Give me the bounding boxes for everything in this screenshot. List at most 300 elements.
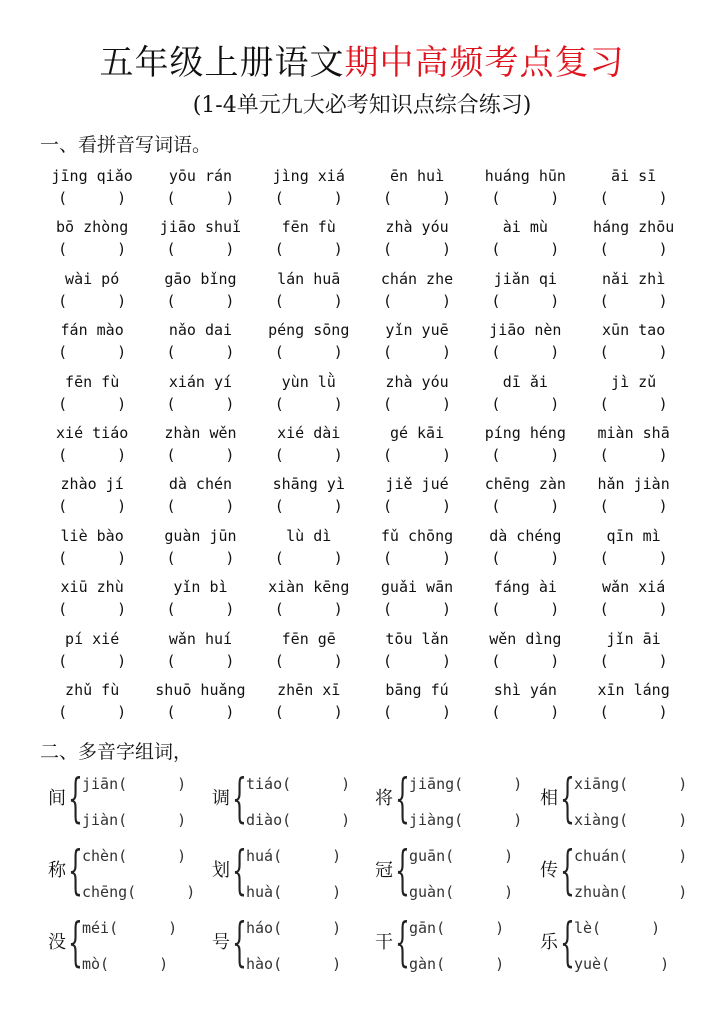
answer-blank[interactable] <box>166 701 234 723</box>
answer-blank[interactable] <box>491 238 559 260</box>
answer-blank[interactable] <box>58 341 126 363</box>
reading-pinyin: mò( <box>82 955 110 973</box>
answer-blank[interactable] <box>491 393 559 415</box>
polyphonic-group <box>212 842 372 904</box>
pinyin-text: bō zhòng <box>56 218 129 237</box>
pinyin-item <box>471 165 579 216</box>
answer-blank[interactable] <box>383 393 451 415</box>
close-paren: ) <box>333 343 343 362</box>
pinyin-item <box>579 216 687 267</box>
pinyin-text: shuō huǎng <box>155 680 246 699</box>
answer-blank[interactable] <box>600 238 668 260</box>
answer-blank[interactable] <box>58 495 126 517</box>
pinyin-row <box>38 165 688 216</box>
close-paren: ) <box>333 600 343 619</box>
close-paren: ) <box>117 343 127 362</box>
open-paren: ( <box>274 394 284 413</box>
reading-blank[interactable] <box>409 882 513 902</box>
close-paren: ) <box>225 600 235 619</box>
close-paren: ) <box>442 240 452 259</box>
close-paren: ) <box>678 883 688 901</box>
close-paren: ) <box>333 548 343 567</box>
answer-blank[interactable] <box>383 650 451 672</box>
answer-blank[interactable] <box>275 341 343 363</box>
close-paren: ) <box>550 394 560 413</box>
close-paren: ) <box>658 651 668 670</box>
open-paren: ( <box>383 291 393 310</box>
pinyin-item <box>471 422 579 473</box>
answer-blank[interactable] <box>58 650 126 672</box>
pinyin-item <box>363 165 471 216</box>
answer-blank[interactable] <box>58 444 126 466</box>
pinyin-item <box>38 371 146 422</box>
open-paren: ( <box>166 394 176 413</box>
pinyin-text: zhēn xī <box>277 680 341 699</box>
pinyin-row <box>38 525 688 576</box>
pinyin-item <box>579 576 687 627</box>
curly-brace-icon: { <box>68 769 83 829</box>
close-paren: ) <box>651 919 661 937</box>
reading-pinyin: xiāng( <box>574 775 629 793</box>
answer-blank[interactable] <box>383 290 451 312</box>
close-paren: ) <box>117 651 127 670</box>
reading-blank[interactable] <box>409 918 504 938</box>
pinyin-item <box>146 576 254 627</box>
answer-blank[interactable] <box>58 393 126 415</box>
answer-blank[interactable] <box>166 598 234 620</box>
pinyin-item <box>363 422 471 473</box>
pinyin-row <box>38 576 688 627</box>
polyphonic-group <box>540 842 700 904</box>
polyphonic-char: 将 <box>375 788 393 809</box>
answer-blank[interactable] <box>166 495 234 517</box>
pinyin-item <box>579 679 687 730</box>
reading-blank[interactable] <box>82 774 186 794</box>
close-paren: ) <box>117 445 127 464</box>
close-paren: ) <box>117 240 127 259</box>
polyphonic-char: 乐 <box>540 932 558 953</box>
reading-pinyin: huá( <box>246 847 283 865</box>
close-paren: ) <box>678 775 688 793</box>
answer-blank[interactable] <box>58 598 126 620</box>
pinyin-item <box>471 473 579 524</box>
open-paren: ( <box>383 189 393 207</box>
close-paren: ) <box>225 291 235 310</box>
answer-blank[interactable] <box>58 187 126 209</box>
open-paren: ( <box>383 651 393 670</box>
open-paren: ( <box>274 291 284 310</box>
answer-blank[interactable] <box>275 598 343 620</box>
pinyin-item <box>146 422 254 473</box>
pinyin-text: xūn tao <box>602 321 666 340</box>
pinyin-text: jiāo shuǐ <box>159 218 242 237</box>
answer-blank[interactable] <box>491 547 559 569</box>
pinyin-item <box>579 319 687 370</box>
close-paren: ) <box>513 775 523 793</box>
reading-pinyin: diào( <box>246 811 292 829</box>
answer-blank[interactable] <box>275 650 343 672</box>
pinyin-text: péng sōng <box>268 321 350 340</box>
reading-pinyin: gān( <box>409 919 446 937</box>
reading-blank[interactable] <box>574 774 687 794</box>
pinyin-item <box>255 422 363 473</box>
pinyin-item <box>38 576 146 627</box>
answer-blank[interactable] <box>600 701 668 723</box>
reading-pinyin: jiāng( <box>409 775 464 793</box>
answer-blank[interactable] <box>166 341 234 363</box>
close-paren: ) <box>442 600 452 619</box>
page-subtitle: (1-4单元九大必考知识点综合练习) <box>192 93 532 118</box>
answer-blank[interactable] <box>383 444 451 466</box>
answer-blank[interactable] <box>166 650 234 672</box>
open-paren: ( <box>58 600 68 619</box>
close-paren: ) <box>225 445 235 464</box>
pinyin-text: jiǎn qi <box>493 269 557 288</box>
pinyin-item <box>363 473 471 524</box>
reading-blank[interactable] <box>82 954 168 974</box>
pinyin-text: zhà yóu <box>385 218 449 237</box>
pinyin-row <box>38 319 688 370</box>
pinyin-text: wǎn huí <box>168 629 233 648</box>
pinyin-item <box>579 628 687 679</box>
close-paren: ) <box>332 955 342 973</box>
pinyin-item <box>363 525 471 576</box>
open-paren: ( <box>274 651 284 670</box>
reading-blank[interactable] <box>82 810 186 830</box>
pinyin-text: huáng hūn <box>484 167 566 185</box>
pinyin-item <box>38 679 146 730</box>
pinyin-item <box>38 525 146 576</box>
reading-blank[interactable] <box>409 810 522 830</box>
close-paren: ) <box>333 394 343 413</box>
pinyin-text: bāng fú <box>385 680 449 699</box>
open-paren: ( <box>383 394 393 413</box>
reading-pinyin: gàn( <box>409 955 446 973</box>
pinyin-row <box>38 422 688 473</box>
section2-heading: 二、多音字组词， <box>40 741 193 763</box>
pinyin-text: wěn dìng <box>489 629 562 648</box>
curly-brace-icon: { <box>560 769 575 829</box>
close-paren: ) <box>658 445 668 464</box>
open-paren: ( <box>383 600 393 619</box>
pinyin-item <box>255 165 363 216</box>
open-paren: ( <box>599 343 609 362</box>
pinyin-item <box>579 422 687 473</box>
answer-blank[interactable] <box>275 701 343 723</box>
close-paren: ) <box>442 702 452 721</box>
pinyin-text: dà chén <box>168 475 233 494</box>
pinyin-text: zhà yóu <box>385 372 449 391</box>
close-paren: ) <box>678 847 688 865</box>
pinyin-text: nǎo dai <box>168 321 233 340</box>
pinyin-text: chēng zàn <box>484 475 566 494</box>
answer-blank[interactable] <box>383 341 451 363</box>
reading-pinyin: hào( <box>246 955 283 973</box>
close-paren: ) <box>177 775 187 793</box>
pinyin-text: shì yán <box>493 680 557 699</box>
pinyin-item <box>38 268 146 319</box>
answer-blank[interactable] <box>600 341 668 363</box>
answer-blank[interactable] <box>600 187 668 209</box>
close-paren: ) <box>442 394 452 413</box>
answer-blank[interactable] <box>491 701 559 723</box>
reading-blank[interactable] <box>246 774 350 794</box>
page-title <box>0 40 724 86</box>
pinyin-text: fēn gē <box>281 629 336 648</box>
pinyin-text: jiě jué <box>385 475 449 494</box>
open-paren: ( <box>58 291 68 310</box>
pinyin-text: xié dài <box>277 423 341 442</box>
close-paren: ) <box>495 919 505 937</box>
curly-brace-icon: { <box>395 841 410 901</box>
answer-blank[interactable] <box>383 547 451 569</box>
pinyin-item <box>146 525 254 576</box>
pinyin-text: liè bào <box>60 526 124 545</box>
pinyin-text: xián yí <box>168 372 233 391</box>
open-paren: ( <box>58 343 68 362</box>
curly-brace-icon: { <box>232 841 247 901</box>
reading-blank[interactable] <box>246 810 350 830</box>
answer-blank[interactable] <box>491 341 559 363</box>
pinyin-item <box>255 371 363 422</box>
close-paren: ) <box>332 883 342 901</box>
answer-blank[interactable] <box>600 495 668 517</box>
answer-blank[interactable] <box>166 238 234 260</box>
reading-blank[interactable] <box>82 918 177 938</box>
reading-blank[interactable] <box>409 774 522 794</box>
pinyin-item <box>363 216 471 267</box>
curly-brace-icon: { <box>395 769 410 829</box>
reading-blank[interactable] <box>574 882 687 902</box>
close-paren: ) <box>117 600 127 619</box>
polyphonic-char: 称 <box>48 860 66 881</box>
answer-blank[interactable] <box>275 238 343 260</box>
pinyin-text: zhǔ fù <box>65 680 120 699</box>
close-paren: ) <box>332 919 342 937</box>
pinyin-text: guǎi wān <box>380 578 454 597</box>
answer-blank[interactable] <box>600 444 668 466</box>
polyphonic-group <box>375 842 535 904</box>
pinyin-text: ēn huì <box>389 167 445 185</box>
answer-blank[interactable] <box>383 238 451 260</box>
pinyin-item <box>38 165 146 216</box>
answer-blank[interactable] <box>166 290 234 312</box>
open-paren: ( <box>166 240 176 259</box>
reading-blank[interactable] <box>246 846 341 866</box>
reading-blank[interactable] <box>82 882 195 902</box>
pinyin-text: zhào jí <box>60 475 124 494</box>
reading-pinyin: lè( <box>574 919 602 937</box>
open-paren: ( <box>491 291 501 310</box>
open-paren: ( <box>274 702 284 721</box>
reading-blank[interactable] <box>246 954 341 974</box>
reading-blank[interactable] <box>574 810 687 830</box>
open-paren: ( <box>491 240 501 259</box>
reading-pinyin: guàn( <box>409 883 455 901</box>
reading-blank[interactable] <box>574 918 660 938</box>
answer-blank[interactable] <box>600 598 668 620</box>
polyphonic-group <box>48 770 208 832</box>
open-paren: ( <box>599 445 609 464</box>
close-paren: ) <box>225 394 235 413</box>
reading-pinyin: xiàng( <box>574 811 629 829</box>
answer-blank[interactable] <box>58 238 126 260</box>
answer-blank[interactable] <box>383 495 451 517</box>
close-paren: ) <box>504 847 514 865</box>
answer-blank[interactable] <box>275 290 343 312</box>
answer-blank[interactable] <box>600 290 668 312</box>
polyphonic-char: 号 <box>212 932 230 953</box>
answer-blank[interactable] <box>491 444 559 466</box>
open-paren: ( <box>383 343 393 362</box>
pinyin-item <box>363 319 471 370</box>
open-paren: ( <box>166 343 176 362</box>
open-paren: ( <box>599 291 609 310</box>
pinyin-row <box>38 216 688 267</box>
pinyin-item <box>146 473 254 524</box>
pinyin-item <box>38 473 146 524</box>
pinyin-text: fǔ chōng <box>380 526 454 545</box>
polyphonic-group <box>375 914 535 976</box>
open-paren: ( <box>491 189 501 207</box>
open-paren: ( <box>599 240 609 259</box>
answer-blank[interactable] <box>275 393 343 415</box>
answer-blank[interactable] <box>600 393 668 415</box>
pinyin-text: tōu lǎn <box>385 629 449 648</box>
close-paren: ) <box>332 847 342 865</box>
pinyin-text: fēn fù <box>281 218 336 237</box>
answer-blank[interactable] <box>491 495 559 517</box>
pinyin-item <box>579 473 687 524</box>
close-paren: ) <box>495 955 505 973</box>
pinyin-text: zhàn wěn <box>164 423 237 442</box>
close-paren: ) <box>658 189 668 207</box>
reading-pinyin: méi( <box>82 919 119 937</box>
pinyin-text: yǐn yuē <box>385 321 449 340</box>
close-paren: ) <box>658 600 668 619</box>
open-paren: ( <box>599 497 609 516</box>
close-paren: ) <box>117 702 127 721</box>
answer-blank[interactable] <box>166 547 234 569</box>
answer-blank[interactable] <box>275 444 343 466</box>
reading-blank[interactable] <box>409 846 513 866</box>
answer-blank[interactable] <box>383 187 451 209</box>
answer-blank[interactable] <box>166 393 234 415</box>
answer-blank[interactable] <box>166 187 234 209</box>
pinyin-item <box>471 268 579 319</box>
pinyin-text: shāng yì <box>272 475 345 494</box>
pinyin-text: dī ǎi <box>502 372 548 391</box>
close-paren: ) <box>658 240 668 259</box>
open-paren: ( <box>274 445 284 464</box>
close-paren: ) <box>658 548 668 567</box>
pinyin-text: ài mù <box>502 218 548 237</box>
close-paren: ) <box>678 811 688 829</box>
answer-blank[interactable] <box>275 495 343 517</box>
reading-blank[interactable] <box>246 918 341 938</box>
close-paren: ) <box>117 548 127 567</box>
reading-blank[interactable] <box>246 882 341 902</box>
close-paren: ) <box>550 651 560 670</box>
pinyin-text: xīn láng <box>597 680 670 699</box>
open-paren: ( <box>166 445 176 464</box>
open-paren: ( <box>166 548 176 567</box>
reading-blank[interactable] <box>574 954 669 974</box>
answer-blank[interactable] <box>600 547 668 569</box>
open-paren: ( <box>491 445 501 464</box>
answer-blank[interactable] <box>600 650 668 672</box>
answer-blank[interactable] <box>491 598 559 620</box>
pinyin-item <box>255 473 363 524</box>
open-paren: ( <box>274 497 284 516</box>
answer-blank[interactable] <box>491 290 559 312</box>
pinyin-text: jǐn āi <box>606 629 661 648</box>
polyphonic-char: 相 <box>540 788 558 809</box>
pinyin-item <box>146 371 254 422</box>
reading-blank[interactable] <box>409 954 504 974</box>
close-paren: ) <box>442 651 452 670</box>
open-paren: ( <box>491 343 501 362</box>
close-paren: ) <box>513 811 523 829</box>
polyphonic-char: 划 <box>212 860 230 881</box>
close-paren: ) <box>442 291 452 310</box>
reading-blank[interactable] <box>574 846 687 866</box>
pinyin-item <box>471 576 579 627</box>
pinyin-text: fēn fù <box>65 372 120 391</box>
reading-pinyin: chèn( <box>82 847 128 865</box>
answer-blank[interactable] <box>58 701 126 723</box>
pinyin-text: miàn shā <box>597 423 670 442</box>
answer-blank[interactable] <box>275 547 343 569</box>
pinyin-item <box>38 216 146 267</box>
answer-blank[interactable] <box>383 701 451 723</box>
close-paren: ) <box>225 240 235 259</box>
open-paren: ( <box>58 240 68 259</box>
close-paren: ) <box>658 702 668 721</box>
pinyin-item <box>146 319 254 370</box>
open-paren: ( <box>166 291 176 310</box>
open-paren: ( <box>274 548 284 567</box>
pinyin-item <box>363 628 471 679</box>
title-red-part: 期中高频考点复习 <box>344 43 625 83</box>
close-paren: ) <box>550 189 560 207</box>
answer-blank[interactable] <box>383 598 451 620</box>
answer-blank[interactable] <box>58 290 126 312</box>
pinyin-item <box>579 165 687 216</box>
answer-blank[interactable] <box>166 444 234 466</box>
open-paren: ( <box>58 445 68 464</box>
close-paren: ) <box>442 445 452 464</box>
answer-blank[interactable] <box>275 187 343 209</box>
open-paren: ( <box>383 548 393 567</box>
close-paren: ) <box>442 497 452 516</box>
pinyin-text: háng zhōu <box>592 218 675 237</box>
reading-pinyin: chuán( <box>574 847 629 865</box>
pinyin-text: xiàn kēng <box>268 578 350 597</box>
answer-blank[interactable] <box>491 187 559 209</box>
close-paren: ) <box>442 548 452 567</box>
close-paren: ) <box>658 343 668 362</box>
answer-blank[interactable] <box>58 547 126 569</box>
reading-blank[interactable] <box>82 846 186 866</box>
polyphonic-char: 调 <box>212 788 230 809</box>
close-paren: ) <box>117 497 127 516</box>
open-paren: ( <box>491 651 501 670</box>
close-paren: ) <box>333 445 343 464</box>
close-paren: ) <box>504 883 514 901</box>
answer-blank[interactable] <box>491 650 559 672</box>
pinyin-text: guàn jūn <box>164 526 237 545</box>
